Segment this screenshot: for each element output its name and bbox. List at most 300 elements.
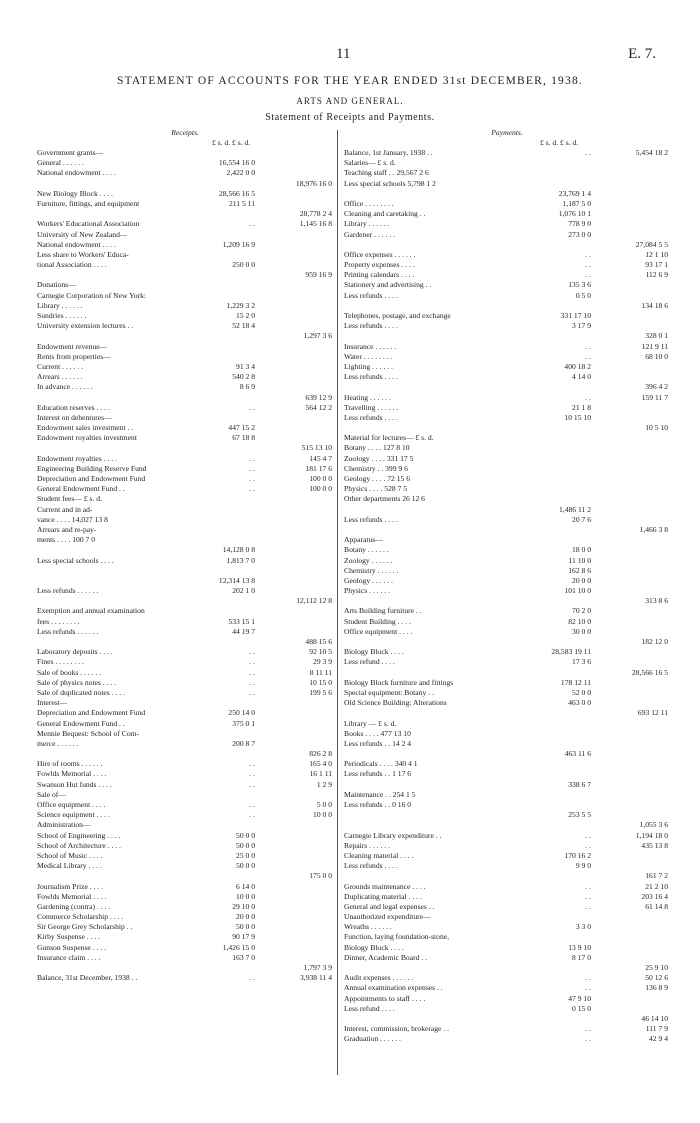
ledger-row [344, 647, 670, 657]
entry-label: Other departments 26 12 6 [344, 494, 425, 504]
entry-label: Furniture, fittings, and equipment [37, 198, 140, 208]
inner-amount: 30 0 0 [572, 626, 591, 636]
entry-label: Chemistry . . . . . . [344, 565, 399, 575]
ledger-row [344, 1024, 670, 1034]
entry-label: Journalism Prize . . . . [37, 881, 104, 891]
entry-label: Unauthorized expenditure— [344, 912, 431, 922]
payments-units-row [344, 138, 670, 148]
ledger-row [344, 433, 670, 443]
ledger-row [344, 637, 670, 647]
entry-label: Fowlds Memorial . . . . [37, 769, 107, 779]
ledger-row [344, 922, 670, 932]
entry-label: Library . . . . . . [37, 300, 83, 310]
inner-amount: 162 8 6 [568, 565, 591, 575]
inner-amount: 20 7 6 [572, 514, 591, 524]
inner-amount: 20 0 0 [236, 912, 255, 922]
ledger-row [37, 627, 333, 637]
units-label: £ s. d. £ s. d. [540, 138, 579, 147]
entry-label: Geology . . . . 72 15 6 [344, 474, 411, 483]
ledger-row [37, 943, 333, 953]
entry-label: Less refunds . . . . [344, 290, 398, 300]
inner-amount: 50 0 0 [236, 861, 255, 871]
total-amount: 21 2 10 [645, 881, 668, 891]
entry-label: Function, laying foundation-stone, [344, 932, 450, 942]
ledger-row [37, 708, 333, 718]
ledger-row [344, 250, 670, 260]
ledger-row [37, 260, 333, 270]
ledger-row [37, 250, 333, 260]
ledger-row [344, 474, 670, 484]
ledger-row [37, 311, 333, 321]
total-amount: 111 7 9 [645, 1024, 668, 1034]
inner-amount: 17 3 6 [572, 657, 591, 667]
ledger-row [344, 158, 670, 168]
ledger-row [37, 800, 333, 810]
entry-label: Annual examination expenses . . [344, 983, 443, 993]
entry-label: Old Science Building: Alterations [344, 698, 447, 708]
ledger-row [37, 922, 333, 932]
ledger-row [37, 637, 333, 647]
inner-amount: 163 7 0 [232, 952, 255, 962]
ledger-row [37, 505, 333, 515]
total-amount: 100 0 0 [309, 484, 332, 494]
inner-amount: . . [585, 351, 591, 361]
ledger-row [37, 352, 333, 362]
ledger-row [37, 912, 333, 922]
inner-amount: 67 18 8 [232, 433, 255, 443]
ledger-row [344, 871, 670, 881]
ledger-row [344, 311, 670, 321]
inner-amount: . . [249, 402, 255, 412]
inner-amount: . . [585, 270, 591, 280]
entry-label: Zoology . . . . 331 17 5 [344, 453, 414, 463]
inner-amount: 18 0 0 [572, 545, 591, 555]
ledger-row [37, 953, 333, 963]
entry-label: Depreciation and Endowment Fund [37, 708, 146, 718]
ledger-row [344, 189, 670, 199]
inner-amount: 6 14 0 [236, 881, 255, 891]
inner-amount: 375 0 1 [232, 718, 255, 728]
ledger-row [344, 576, 670, 586]
ledger-row [344, 321, 670, 331]
entry-label: Chemistry . . 399 9 6 [344, 463, 408, 473]
inner-amount: . . [249, 677, 255, 687]
inner-amount: 91 3 4 [236, 361, 255, 371]
entry-label: Education reserves . . . . [37, 402, 110, 412]
ledger-row [37, 882, 333, 892]
total-amount: 61 14 8 [645, 901, 668, 911]
total-amount: 50 12 6 [645, 973, 668, 983]
payments-column [344, 128, 670, 1045]
entry-label: Less refunds . . . . [344, 514, 398, 524]
entry-label: Donations— [37, 280, 76, 290]
inner-amount: 463 0 0 [568, 698, 591, 708]
entry-label: Less special schools 5,798 1 2 [344, 178, 436, 188]
ledger-row [344, 810, 670, 820]
ledger-row [344, 912, 670, 922]
total-amount: 1,466 3 8 [639, 524, 668, 534]
entry-label: Arts Building furniture . . [344, 606, 422, 616]
ledger-row [37, 464, 333, 474]
ledger-row [344, 270, 670, 280]
ledger-row [344, 209, 670, 219]
inner-amount: 250 0 0 [232, 260, 255, 270]
inner-amount: . . [249, 973, 255, 983]
inner-amount: . . [249, 219, 255, 229]
total-amount: 639 12 9 [305, 392, 332, 402]
total-amount: 92 10 5 [309, 647, 332, 657]
units-label: £ s. d. £ s. d. [212, 138, 251, 147]
ledger-row [37, 841, 333, 851]
entry-label: Sundries . . . . . . [37, 311, 87, 320]
inner-amount: 70 2 0 [572, 606, 591, 616]
ledger-row [37, 189, 333, 199]
inner-amount: 1,076 10 1 [558, 209, 591, 219]
total-amount: 5,454 18 2 [635, 148, 668, 157]
ledger-row [344, 769, 670, 779]
entry-label: Duplicating material . . . . [344, 891, 422, 901]
entry-label: Teaching staff . . 29,567 2 6 [344, 168, 429, 178]
total-amount: 28,566 16 5 [631, 667, 668, 677]
ledger-row [344, 882, 670, 892]
entry-label: Endowment revenue— [37, 341, 108, 351]
entry-label: Property expenses . . . . [344, 260, 415, 270]
entry-label: Lighting . . . . . . [344, 361, 393, 371]
ledger-row [344, 596, 670, 606]
ledger-row [37, 810, 333, 820]
payments-heading: Payments. [491, 128, 523, 137]
ledger-row [37, 454, 333, 464]
ledger-row [344, 678, 670, 688]
inner-amount: . . [585, 840, 591, 850]
total-amount: 182 12 0 [641, 637, 668, 646]
ledger-row [344, 973, 670, 983]
ledger-row [37, 494, 333, 504]
inner-amount: 29 10 0 [232, 901, 255, 911]
entry-label: Botany . . . . 127 8 10 [344, 443, 410, 453]
entry-label: Books . . . . 477 13 10 [344, 728, 411, 738]
entry-label: Physics . . . . . . [344, 586, 390, 596]
entry-label: Interest, commission, brokerage . . [344, 1024, 450, 1034]
ledger-row [37, 780, 333, 790]
ledger-row [37, 301, 333, 311]
entry-label: Rents from properties— [37, 351, 111, 361]
total-amount: 46 14 10 [641, 1013, 668, 1023]
inner-amount: 178 12 11 [560, 677, 591, 687]
total-amount: 693 12 11 [637, 708, 668, 718]
ledger-row [37, 566, 333, 576]
ledger-row [37, 280, 333, 290]
total-amount: 121 9 11 [641, 341, 668, 351]
inner-amount: 21 1 8 [572, 402, 591, 412]
receipts-units-row [37, 138, 333, 148]
ledger-row [37, 270, 333, 280]
entry-label: Less refunds . . . . [344, 861, 398, 871]
ledger-row [37, 362, 333, 372]
ledger-row [37, 831, 333, 841]
inner-amount: . . [249, 759, 255, 769]
ledger-row [344, 148, 670, 158]
ledger-row [344, 780, 670, 790]
entry-label: Hire of rooms . . . . . . [37, 759, 103, 769]
inner-amount: 47 9 10 [568, 993, 591, 1003]
ledger-row [344, 515, 670, 525]
entry-label: Less refund . . . . [344, 1003, 395, 1013]
ledger-row [344, 494, 670, 504]
entry-label: Telephones, postage, and exchange [344, 311, 451, 320]
entry-label: Less refunds . . . . [344, 321, 398, 331]
entry-label: Repairs . . . . . . [344, 840, 390, 850]
inner-amount: 101 10 0 [564, 586, 591, 596]
ledger-row [344, 800, 670, 810]
inner-amount: . . [249, 647, 255, 657]
ledger-row [37, 219, 333, 229]
entry-label: General and legal expenses . . [344, 901, 435, 911]
ledger-row [37, 769, 333, 779]
ledger-row [344, 719, 670, 729]
ledger-row [344, 260, 670, 270]
inner-amount: 1,486 11 2 [559, 504, 591, 514]
inner-amount: 23,769 1 4 [558, 188, 591, 198]
ledger-row [344, 841, 670, 851]
entry-label: Water . . . . . . . . [344, 351, 393, 361]
inner-amount: 90 17 9 [232, 932, 255, 942]
ledger-row [37, 739, 333, 749]
ledger-row [37, 209, 333, 219]
ledger-row [344, 892, 670, 902]
inner-amount: . . [585, 249, 591, 259]
entry-label: Biology Block furniture and fittings [344, 677, 454, 687]
entry-label: Endowment royalties investment [37, 433, 137, 443]
ledger-row [344, 861, 670, 871]
entry-label: Endowment sales investment . . [37, 423, 134, 433]
inner-amount: . . [585, 1024, 591, 1034]
entry-label: Zoology . . . . . . [344, 555, 393, 565]
inner-amount: 338 6 7 [568, 779, 591, 789]
entry-label: Periodicals . . . . 340 4 1 [344, 759, 418, 769]
entry-label: fees . . . . . . . . [37, 616, 80, 626]
total-amount: 1 2 9 [316, 779, 332, 789]
inner-amount: 50 0 0 [236, 830, 255, 840]
total-amount: 165 4 0 [309, 759, 332, 769]
inner-amount: 1,813 7 0 [226, 555, 255, 565]
entry-label: Special equipment: Botany . . [344, 687, 434, 697]
inner-amount: 1,187 5 0 [562, 198, 591, 208]
ledger-row [344, 1004, 670, 1014]
entry-label: Exemption and annual examination [37, 606, 145, 616]
ledger-row [344, 168, 670, 178]
entry-label: Current . . . . . . [37, 361, 83, 371]
page-header [0, 46, 700, 66]
ledger-row [344, 240, 670, 250]
inner-amount: 135 3 6 [568, 280, 591, 290]
inner-amount: . . [585, 983, 591, 993]
total-amount: 488 15 6 [305, 637, 332, 646]
ledger-row [344, 545, 670, 555]
inner-amount: 1,209 16 9 [222, 239, 255, 249]
entry-label: Engineering Building Reserve Fund [37, 463, 147, 473]
ledger-row [344, 1034, 670, 1044]
ledger-row [344, 280, 670, 290]
inner-amount: . . [249, 657, 255, 667]
entry-label: Depreciation and Endowment Fund [37, 474, 146, 483]
inner-amount: . . [585, 260, 591, 270]
entry-label: Insurance claim . . . . [37, 952, 101, 962]
ledger-row [344, 688, 670, 698]
inner-amount: . . [585, 392, 591, 402]
entry-label: National endowment . . . . [37, 239, 116, 249]
inner-amount: 253 5 5 [568, 810, 591, 820]
entry-label: Material for lectures— £ s. d. [344, 433, 434, 443]
entry-label: Biology Block . . . . [344, 647, 404, 657]
total-amount: 28,778 2 4 [299, 209, 332, 219]
ledger-row [344, 668, 670, 678]
ledger-row [344, 443, 670, 453]
total-amount: 1,194 18 0 [635, 830, 668, 840]
entry-label: Biology Block . . . . [344, 942, 404, 952]
ledger-row [344, 617, 670, 627]
ledger-row [37, 892, 333, 902]
inner-amount: . . [249, 687, 255, 697]
ledger-row [37, 382, 333, 392]
ledger-row [344, 342, 670, 352]
inner-amount: . . [249, 484, 255, 494]
ledger-row [37, 168, 333, 178]
inner-amount: 15 2 0 [236, 311, 255, 320]
entry-label: Mennie Bequest: School of Com- [37, 728, 140, 738]
inner-amount: 9 9 0 [575, 861, 591, 871]
ledger-row [37, 973, 333, 983]
total-amount: 435 13 8 [641, 840, 668, 850]
page-title: STATEMENT OF ACCOUNTS FOR THE YEAR ENDED 31st DECEMBER, 1938. [117, 75, 583, 87]
inner-amount: 0 5 0 [575, 290, 591, 300]
entry-label: Physics . . . . 528 7 5 [344, 484, 408, 494]
section-title: ARTS AND GENERAL. [296, 96, 404, 106]
inner-amount: 250 14 0 [228, 708, 255, 718]
ledger-row [37, 331, 333, 341]
inner-amount: . . [249, 769, 255, 779]
ledger-row [344, 729, 670, 739]
entry-label: Workers' Educational Association [37, 219, 140, 229]
inner-amount: 1,426 15 0 [222, 942, 255, 952]
ledger-row [37, 688, 333, 698]
ledger-row [37, 179, 333, 189]
ledger-row [37, 199, 333, 209]
ledger-row [344, 230, 670, 240]
total-amount: 203 16 4 [641, 891, 668, 901]
ledger-row [37, 413, 333, 423]
ledger-row [37, 484, 333, 494]
total-amount: 328 0 1 [645, 331, 668, 341]
entry-label: Travelling . . . . . . [344, 402, 399, 412]
total-amount: 93 17 1 [645, 260, 668, 270]
entry-label: Library . . . . . . [344, 219, 390, 229]
total-amount: 10 5 10 [645, 423, 668, 433]
ledger-row [37, 342, 333, 352]
ledger-row [344, 963, 670, 973]
ledger-row [37, 433, 333, 443]
ledger-row [37, 932, 333, 942]
entry-label: Less refunds . . 14 2 4 [344, 738, 412, 748]
entry-label: vance . . . . 14,027 13 8 [37, 514, 108, 524]
inner-amount: . . [249, 453, 255, 463]
inner-amount: 400 18 2 [564, 361, 591, 371]
ledger-row [37, 647, 333, 657]
inner-amount: 82 10 0 [568, 616, 591, 626]
total-amount: 396 4 2 [645, 382, 668, 392]
inner-amount: . . [249, 474, 255, 483]
ledger-row [344, 566, 670, 576]
ledger-row [37, 586, 333, 596]
inner-amount: . . [585, 973, 591, 983]
entry-label: School of Engineering . . . . [37, 830, 121, 840]
ledger-row [344, 556, 670, 566]
document-reference: E. 7. [628, 46, 656, 62]
total-amount: 5 0 0 [316, 800, 332, 809]
ledger-row [37, 545, 333, 555]
entry-label: Student fees— £ s. d. [37, 494, 102, 504]
ledger-row [344, 831, 670, 841]
total-amount: 826 2 8 [309, 749, 332, 759]
inner-amount: 447 15 2 [228, 423, 255, 433]
inner-amount: . . [249, 779, 255, 789]
entry-label: Printing calendars . . . . [344, 270, 415, 280]
inner-amount: 8 6 9 [239, 382, 255, 392]
total-amount: 27,084 5 5 [635, 239, 668, 249]
total-amount: 134 18 6 [641, 300, 668, 310]
inner-amount: 16,554 16 0 [218, 158, 255, 168]
entry-label: Office expenses . . . . . . [344, 249, 416, 259]
ledger-row [37, 749, 333, 759]
inner-amount: 52 0 0 [572, 687, 591, 697]
entry-label: Interest— [37, 698, 68, 708]
entry-label: Sir George Grey Scholarship . . [37, 922, 133, 932]
ledger-row [37, 158, 333, 168]
ledger-row [37, 393, 333, 403]
entry-label: Office . . . . . . . . [344, 198, 394, 208]
ledger-row [344, 983, 670, 993]
ledger-row [344, 179, 670, 189]
inner-amount: 50 0 0 [236, 922, 255, 932]
total-amount: 12,112 12 8 [296, 596, 332, 606]
inner-amount: 20 0 0 [572, 575, 591, 585]
total-amount: 1,297 3 6 [303, 331, 332, 341]
inner-amount: 273 0 0 [568, 229, 591, 239]
total-amount: 1,055 3 6 [639, 820, 668, 830]
inner-amount: 4 14 0 [572, 372, 591, 382]
entry-label: Dinner, Academic Board . . [344, 952, 427, 962]
inner-amount: . . [585, 881, 591, 891]
inner-amount: . . [585, 901, 591, 911]
ledger-row [344, 219, 670, 229]
inner-amount: 202 1 0 [232, 586, 255, 596]
entry-label: Cleaning material . . . . [344, 850, 414, 860]
ledger-row [344, 199, 670, 209]
entry-label: Medical Library . . . . [37, 861, 102, 871]
entry-label: Current and in ad- [37, 504, 93, 514]
entry-label: Gardening (contra) . . . . [37, 901, 111, 911]
entry-label: Sale of— [37, 789, 66, 799]
ledger-row [344, 932, 670, 942]
entry-label: Swanson Hut funds . . . . [37, 779, 112, 789]
ledger-row [37, 698, 333, 708]
ledger-row [37, 321, 333, 331]
entry-label: General . . . . . . [37, 158, 84, 168]
total-amount: 42 9 4 [649, 1034, 668, 1044]
total-amount: 68 10 0 [645, 351, 668, 361]
ledger-row [37, 291, 333, 301]
inner-amount: 0 15 0 [572, 1003, 591, 1013]
